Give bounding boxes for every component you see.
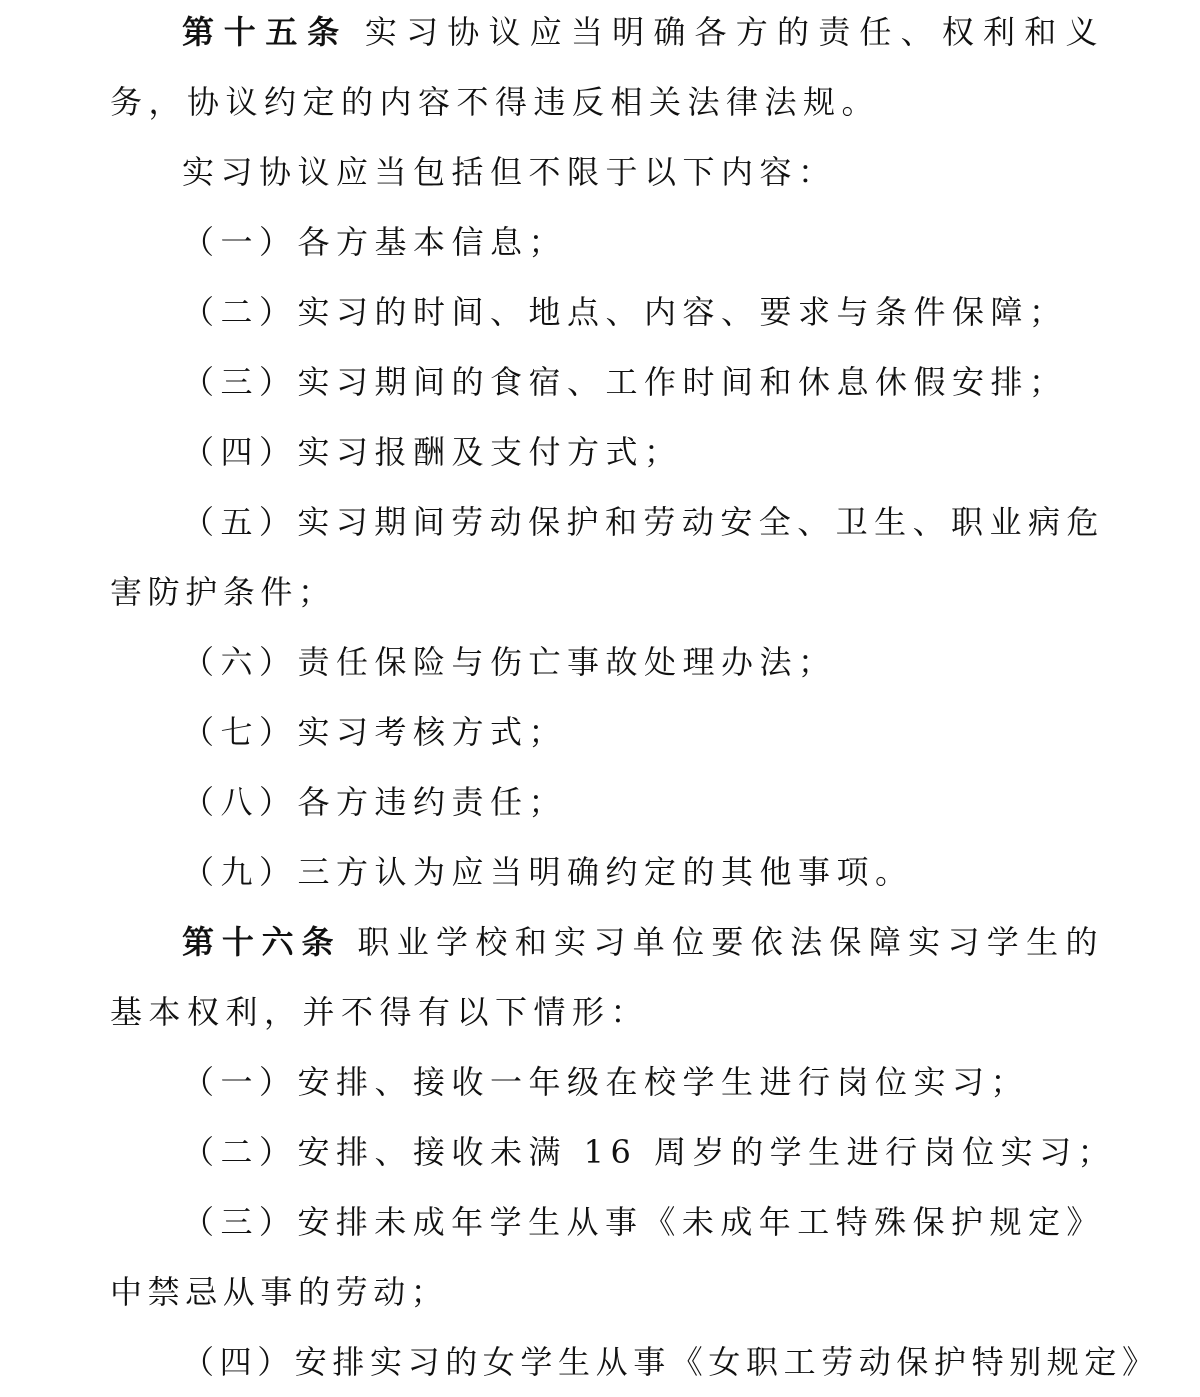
article-16-item-3: （三）安排未成年学生从事《未成年工特殊保护规定》中禁忌从事的劳动； bbox=[110, 1203, 1104, 1311]
article-16-item-2: （二）安排、接收未满 16 周岁的学生进行岗位实习； bbox=[182, 1133, 1117, 1171]
article-15-item-2: （二）实习的时间、地点、内容、要求与条件保障； bbox=[182, 293, 1068, 331]
article-15-item-7: （七）实习考核方式； bbox=[182, 713, 568, 751]
article-15-item-6: （六）责任保险与伤亡事故处理办法； bbox=[182, 643, 837, 681]
article-16-item-4: （四）安排实习的女学生从事《女职工劳动保护特别规定》 bbox=[182, 1343, 1160, 1381]
article-15-heading: 第十五条 bbox=[182, 13, 349, 51]
article-15-item-1: （一）各方基本信息； bbox=[182, 223, 568, 261]
article-15-item-5: （五）实习期间劳动保护和劳动安全、卫生、职业病危害防护条件； bbox=[110, 503, 1104, 611]
article-16-paragraph bbox=[110, 907, 1104, 1047]
article-15-item-3: （三）实习期间的食宿、工作时间和休息休假安排； bbox=[182, 363, 1068, 401]
article-16-item-1: （一）安排、接收一年级在校学生进行岗位实习； bbox=[182, 1063, 1030, 1101]
article-15-item-4: （四）实习报酬及支付方式； bbox=[182, 433, 683, 471]
article-15-intro: 实习协议应当包括但不限于以下内容： bbox=[182, 153, 837, 191]
article-15-text: 实习协议应当明确各方的责任、权利和义务，协议约定的内容不得违反相关法律法规。 bbox=[110, 13, 1104, 121]
article-16-heading: 第十六条 bbox=[182, 923, 342, 961]
article-16-text: 职业学校和实习单位要依法保障实习学生的基本权利，并不得有以下情形： bbox=[110, 923, 1104, 1031]
article-15-item-8: （八）各方违约责任； bbox=[182, 783, 568, 821]
article-15-paragraph bbox=[110, 0, 1104, 137]
article-15-item-9: （九）三方认为应当明确约定的其他事项。 bbox=[182, 853, 914, 891]
